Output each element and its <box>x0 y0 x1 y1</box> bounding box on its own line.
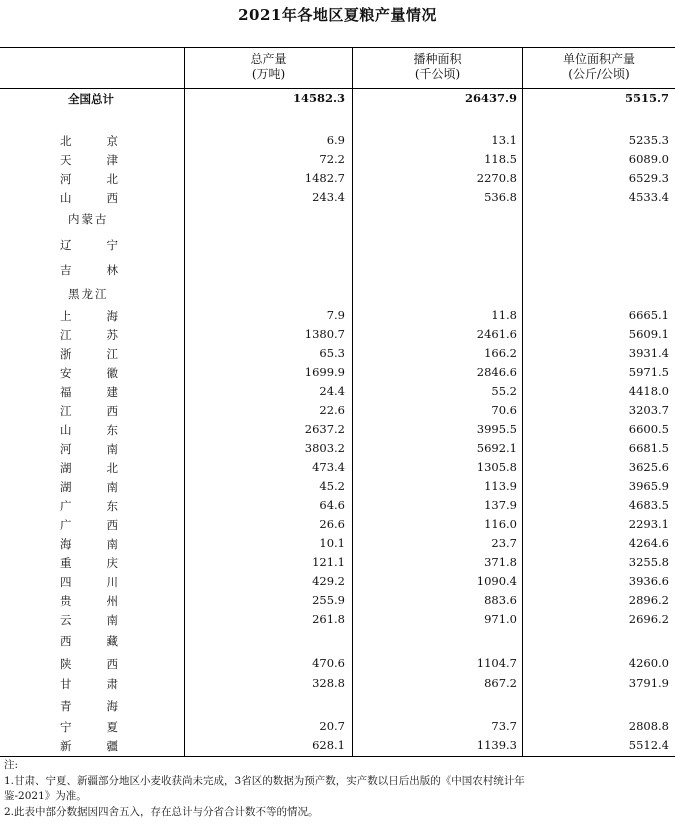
region-name: 浙 江 <box>60 347 118 361</box>
table-row <box>0 698 675 715</box>
table-row-total <box>0 91 675 108</box>
yield-value: 4418.0 <box>628 384 669 398</box>
header-total-output: 总产量 (万吨) <box>250 52 287 81</box>
region-name: 广 西 <box>60 518 118 532</box>
sown-area-value: 1305.8 <box>476 460 517 474</box>
total-output-value: 26.6 <box>319 517 345 531</box>
total-output-value: 1482.7 <box>304 171 345 185</box>
sown-area-value: 2461.6 <box>476 327 517 341</box>
total-output-value: 10.1 <box>319 536 345 550</box>
table-row <box>0 384 675 401</box>
table-row <box>0 211 675 228</box>
header-yield-per-area: 单位面积产量 (公斤/公顷) <box>562 52 635 81</box>
table-row <box>0 738 675 755</box>
yield-value: 4683.5 <box>628 498 669 512</box>
region-name: 安 徽 <box>60 366 118 380</box>
sown-area-value: 70.6 <box>491 403 517 417</box>
table-row <box>0 536 675 553</box>
note-line: 2.此表中部分数据因四舍五入，存在总计与分省合计数不等的情况。 <box>4 805 319 818</box>
yield-value: 5515.7 <box>624 91 669 105</box>
table-row <box>0 633 675 650</box>
yield-value: 3791.9 <box>628 676 669 690</box>
table-row <box>0 152 675 169</box>
table-row <box>0 656 675 673</box>
yield-value: 2696.2 <box>628 612 669 626</box>
region-name: 福 建 <box>60 385 118 399</box>
total-output-value: 261.8 <box>312 612 345 626</box>
sown-area-value: 867.2 <box>484 676 517 690</box>
region-name: 陕 西 <box>60 657 118 671</box>
table-row <box>0 719 675 736</box>
yield-value: 6529.3 <box>628 171 669 185</box>
region-name: 海 南 <box>60 537 118 551</box>
yield-value: 2808.8 <box>628 719 669 733</box>
yield-value: 6089.0 <box>628 152 669 166</box>
region-name: 云 南 <box>60 613 118 627</box>
table-row <box>0 479 675 496</box>
total-output-value: 45.2 <box>319 479 345 493</box>
table-header-rule <box>0 88 675 89</box>
total-output-value: 20.7 <box>319 719 345 733</box>
region-name: 河 南 <box>60 442 118 456</box>
total-output-value: 2637.2 <box>304 422 345 436</box>
table-row <box>0 517 675 534</box>
region-name: 天 津 <box>60 153 118 167</box>
yield-value: 5235.3 <box>628 133 669 147</box>
sown-area-value: 118.5 <box>484 152 517 166</box>
total-output-value: 243.4 <box>312 190 345 204</box>
sown-area-value: 2270.8 <box>476 171 517 185</box>
sown-area-value: 23.7 <box>491 536 517 550</box>
region-name: 甘 肃 <box>60 677 118 691</box>
sown-area-value: 2846.6 <box>476 365 517 379</box>
region-name: 江 西 <box>60 404 118 418</box>
region-name: 山 西 <box>60 191 118 205</box>
sown-area-value: 137.9 <box>484 498 517 512</box>
total-output-value: 14582.3 <box>292 91 345 105</box>
yield-value: 4264.6 <box>628 536 669 550</box>
header-sown-area: 播种面积 (千公顷) <box>413 52 462 81</box>
total-output-value: 328.8 <box>312 676 345 690</box>
region-name: 重 庆 <box>60 556 118 570</box>
region-name: 广 东 <box>60 499 118 513</box>
yield-value: 5609.1 <box>628 327 669 341</box>
total-output-value: 65.3 <box>319 346 345 360</box>
table-row <box>0 237 675 254</box>
sown-area-value: 113.9 <box>484 479 517 493</box>
region-name: 江 苏 <box>60 328 118 342</box>
page-title: 2021年各地区夏粮产量情况 <box>238 6 437 24</box>
total-output-value: 1380.7 <box>304 327 345 341</box>
yield-value: 4533.4 <box>628 190 669 204</box>
region-name: 黑龙江 <box>68 287 109 301</box>
region-name: 辽 宁 <box>60 238 118 252</box>
yield-value: 5971.5 <box>628 365 669 379</box>
sown-area-value: 371.8 <box>484 555 517 569</box>
note-line: 注: <box>4 759 19 771</box>
table-row <box>0 593 675 610</box>
note-line: 鉴-2021》为准。 <box>4 790 87 802</box>
yield-value: 6665.1 <box>628 308 669 322</box>
sown-area-value: 166.2 <box>484 346 517 360</box>
table-row <box>0 262 675 279</box>
sown-area-value: 883.6 <box>484 593 517 607</box>
table-row <box>0 133 675 150</box>
region-name: 吉 林 <box>60 263 118 277</box>
table-bottom-rule <box>0 756 675 757</box>
total-output-value: 429.2 <box>312 574 345 588</box>
yield-value: 3625.6 <box>628 460 669 474</box>
yield-value: 3931.4 <box>628 346 669 360</box>
yield-value: 2293.1 <box>628 517 669 531</box>
region-name: 湖 南 <box>60 480 118 494</box>
note-line: 1.甘肃、宁夏、新疆部分地区小麦收获尚未完成，3省区的数据为预产数，实产数以日后出版的《中国农村统计年 <box>4 774 525 787</box>
table-row <box>0 403 675 420</box>
table-row <box>0 460 675 477</box>
sown-area-value: 11.8 <box>491 308 517 322</box>
sown-area-value: 536.8 <box>484 190 517 204</box>
sown-area-value: 1104.7 <box>476 656 517 670</box>
sown-area-value: 116.0 <box>484 517 517 531</box>
sown-area-value: 13.1 <box>491 133 517 147</box>
region-name: 青 海 <box>60 699 118 713</box>
sown-area-value: 55.2 <box>491 384 517 398</box>
yield-value: 2896.2 <box>628 593 669 607</box>
region-name: 湖 北 <box>60 461 118 475</box>
region-name: 山 东 <box>60 423 118 437</box>
sown-area-value: 971.0 <box>484 612 517 626</box>
table-row <box>0 365 675 382</box>
table-row <box>0 190 675 207</box>
sown-area-value: 5692.1 <box>476 441 517 455</box>
table-row <box>0 612 675 629</box>
total-output-value: 72.2 <box>319 152 345 166</box>
total-output-value: 255.9 <box>312 593 345 607</box>
table-row <box>0 498 675 515</box>
table-row <box>0 676 675 693</box>
total-output-value: 1699.9 <box>304 365 345 379</box>
table-row <box>0 308 675 325</box>
sown-area-value: 26437.9 <box>464 91 517 105</box>
total-output-value: 24.4 <box>319 384 345 398</box>
table-row <box>0 555 675 572</box>
region-name: 贵 州 <box>60 594 118 608</box>
total-output-value: 473.4 <box>312 460 345 474</box>
table-row <box>0 574 675 591</box>
region-name: 宁 夏 <box>60 720 118 734</box>
table-notes <box>4 758 525 820</box>
sown-area-value: 1139.3 <box>476 738 517 752</box>
yield-value: 3936.6 <box>628 574 669 588</box>
region-name: 西 藏 <box>60 634 118 648</box>
total-output-value: 64.6 <box>319 498 345 512</box>
table-row <box>0 327 675 344</box>
table-row <box>0 171 675 188</box>
total-output-value: 628.1 <box>312 738 345 752</box>
total-output-value: 6.9 <box>326 133 345 147</box>
yield-value: 6600.5 <box>628 422 669 436</box>
table-top-rule <box>0 47 675 48</box>
yield-value: 6681.5 <box>628 441 669 455</box>
sown-area-value: 1090.4 <box>476 574 517 588</box>
region-name: 河 北 <box>60 172 118 186</box>
total-output-value: 7.9 <box>326 308 345 322</box>
yield-value: 5512.4 <box>628 738 669 752</box>
total-output-value: 22.6 <box>319 403 345 417</box>
region-name: 四 川 <box>60 575 118 589</box>
sown-area-value: 73.7 <box>491 719 517 733</box>
region-name: 新 疆 <box>60 739 118 753</box>
table-row <box>0 286 675 303</box>
total-output-value: 3803.2 <box>304 441 345 455</box>
region-name: 内蒙古 <box>68 212 109 226</box>
region-name: 全国总计 <box>68 92 114 106</box>
table-row <box>0 422 675 439</box>
sown-area-value: 3995.5 <box>476 422 517 436</box>
yield-value: 3203.7 <box>628 403 669 417</box>
total-output-value: 121.1 <box>312 555 345 569</box>
yield-value: 4260.0 <box>628 656 669 670</box>
region-name: 上 海 <box>60 309 118 323</box>
table-row <box>0 346 675 363</box>
total-output-value: 470.6 <box>312 656 345 670</box>
table-row <box>0 441 675 458</box>
yield-value: 3255.8 <box>628 555 669 569</box>
region-name: 北 京 <box>60 134 118 148</box>
yield-value: 3965.9 <box>628 479 669 493</box>
